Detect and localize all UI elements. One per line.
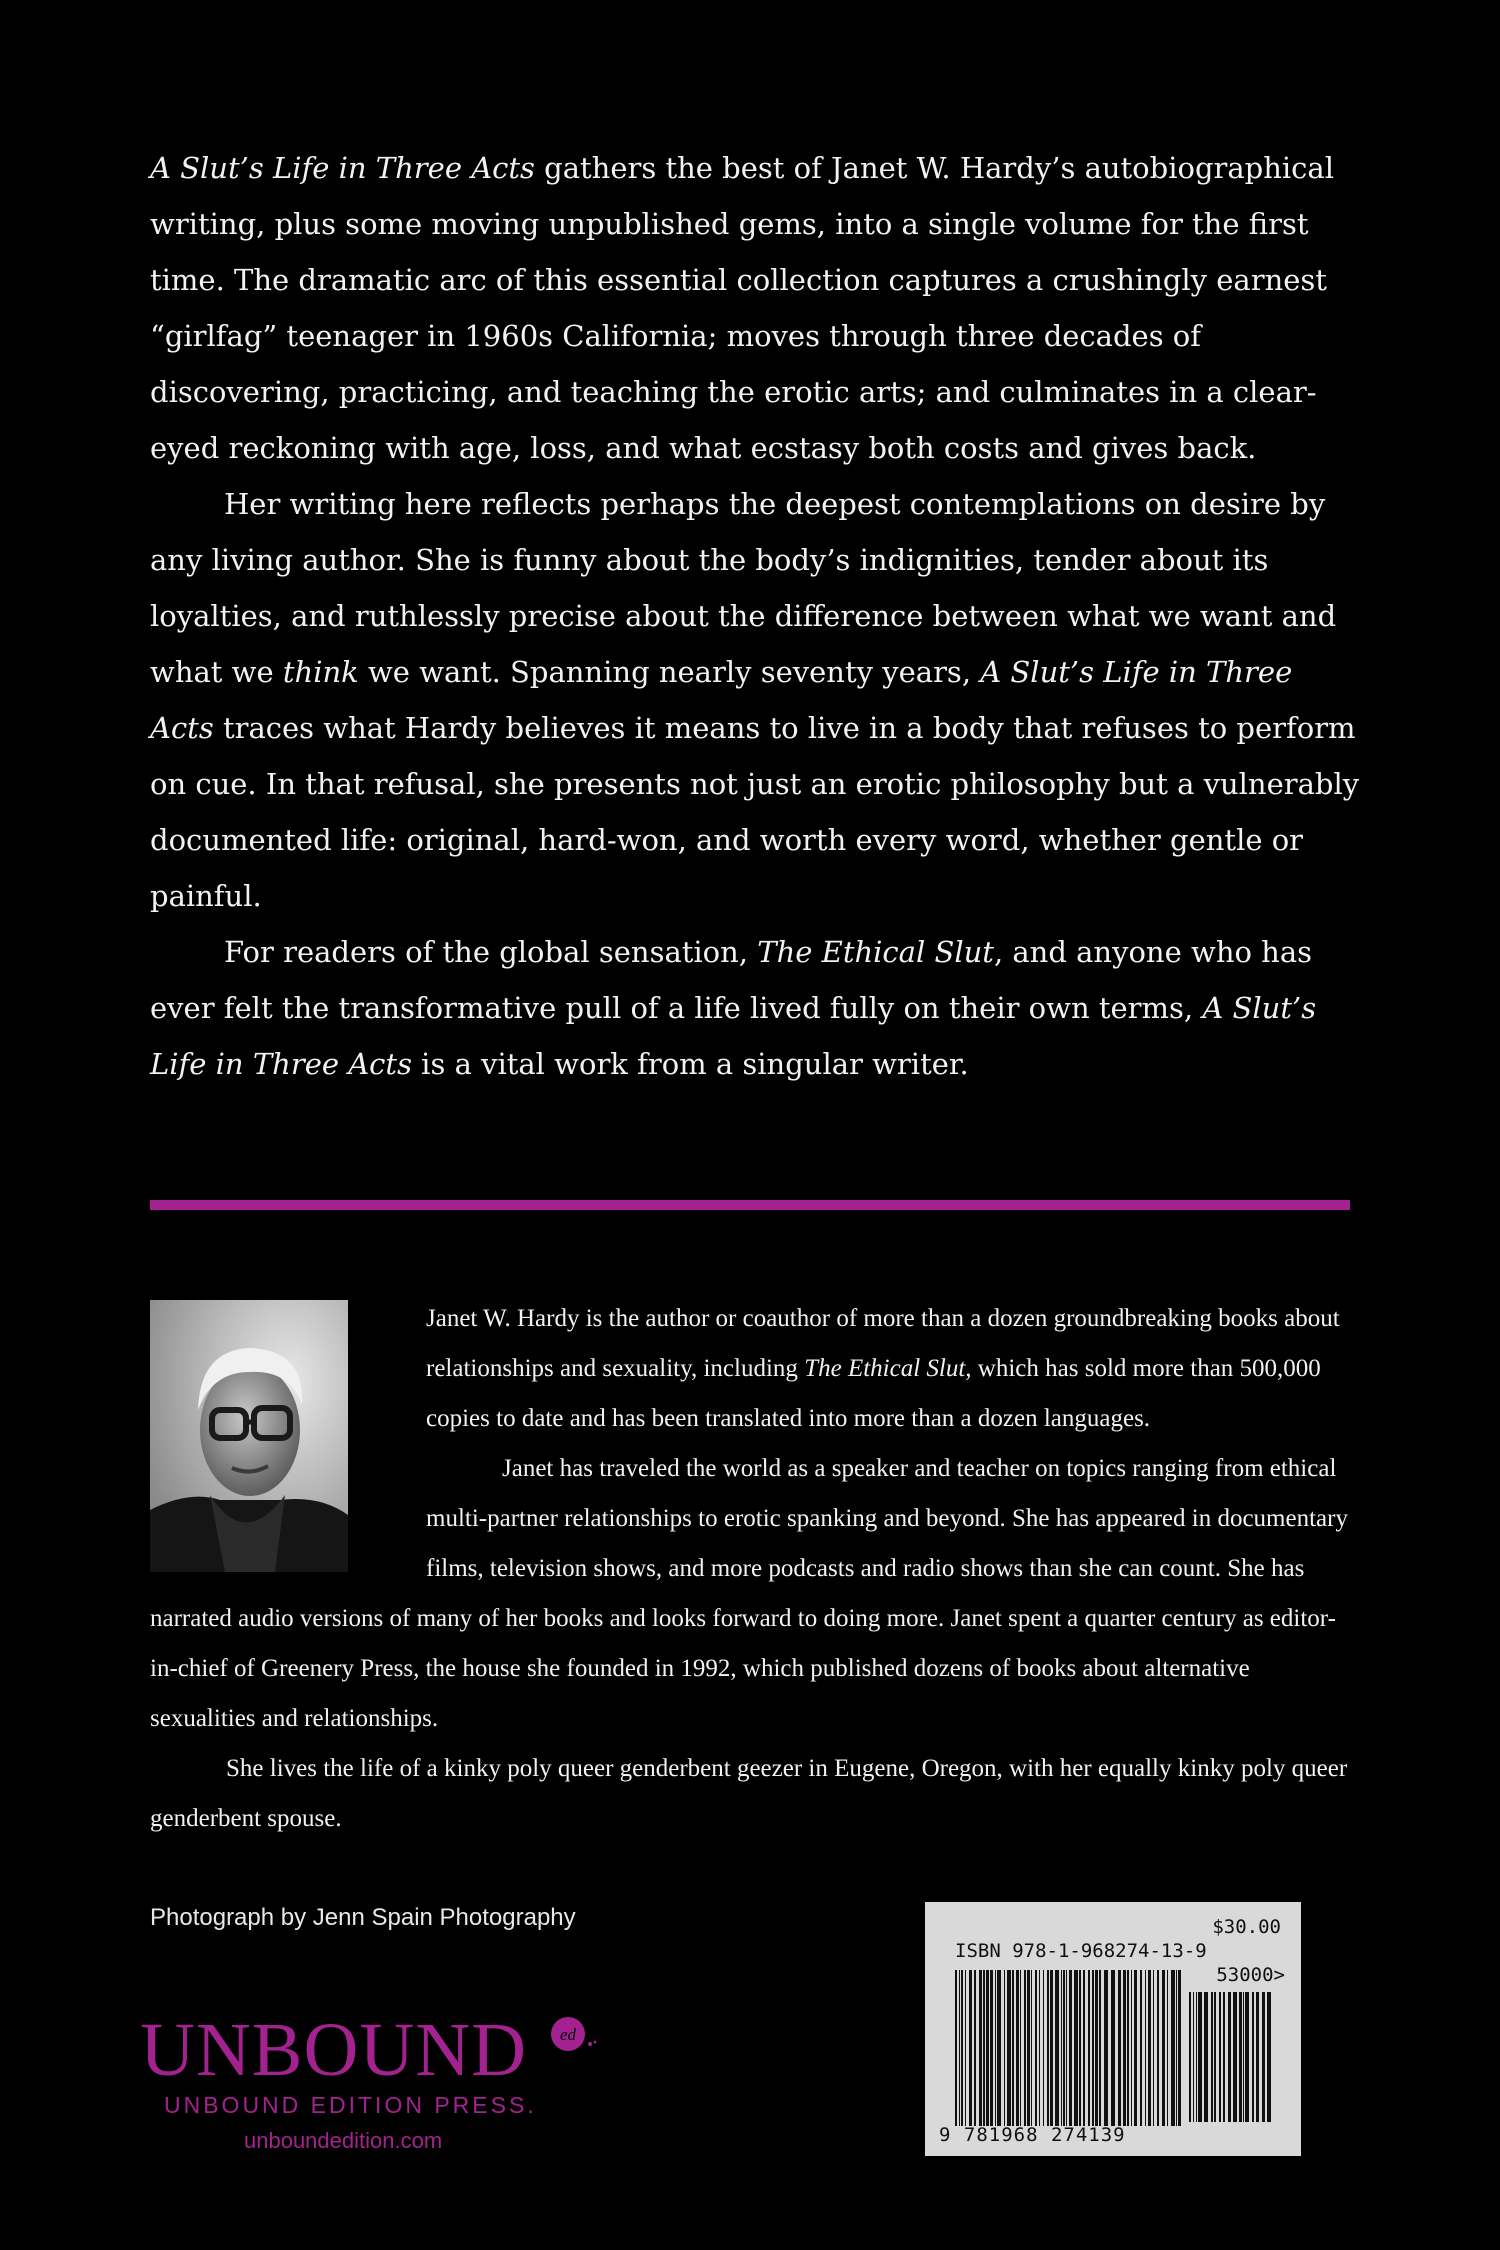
barcode-bar [1063,1970,1065,2126]
barcode-bar [1095,1970,1098,2126]
barcode-bar [1262,1992,1265,2122]
barcode-bar [1239,1992,1242,2122]
barcode-bar [1016,1970,1019,2126]
barcode-bar [1211,1992,1213,2122]
barcode-bar [1256,1992,1259,2122]
isbn-barcode [925,1902,1301,2156]
barcode-bar [965,1970,966,2126]
emphasis-text: think [282,655,359,689]
barcode-bar [1061,1970,1062,2126]
barcode-bar [1178,1970,1181,2126]
description-paragraph-3 [150,924,1360,1092]
barcode-bar [1007,1970,1011,2126]
description-text: For readers of the global sensation, [224,935,758,969]
barcode-bar [1123,1970,1126,2126]
barcode-bar [969,1970,972,2126]
barcode-bar [1047,1970,1049,2126]
barcode-bar [1118,1970,1121,2126]
barcode-digits: 9 781968 274139 [939,2124,1126,2146]
barcode-addon-bars [1189,1992,1275,2132]
barcode-bar [1131,1970,1132,2126]
description-text: we want. Spanning nearly seventy years, [358,655,981,689]
description-text: gathers the best of Janet W. Hardy’s autobiographical writing, plus some moving unpublished gems, into a single volume for the first time. The dramatic arc of this essential collection captures a crushingly earnest “girlfag” teenager in 1960s California; moves through three decades of discovering, practicing, and teaching the erotic arts; and culminates in a clear-eyed reckoning with age, loss, and what ecstasy both costs and gives back. [150,151,1334,465]
barcode-bar [1228,1992,1231,2122]
barcode-bar [1245,1992,1249,2122]
barcode-bars [955,1970,1185,2130]
barcode-bar [1223,1992,1225,2122]
barcode-bar [1198,1992,1202,2122]
barcode-bar [1031,1970,1032,2126]
barcode-bar [1092,1970,1094,2126]
barcode-bar [1104,1970,1108,2126]
addon-label: 53000> [1216,1964,1285,1986]
barcode-bar [983,1970,985,2126]
barcode-bar [1153,1970,1154,2126]
barcode-bar [1243,1992,1244,2122]
barcode-bar [1050,1970,1053,2126]
barcode-bar [1196,1992,1197,2122]
barcode-bar [979,1970,982,2126]
author-bio [150,1294,1360,1844]
bio-paragraph-2: Janet has traveled the world as a speaker and teacher on topics ranging from ethical multi-partner relationships to erotic spanking and beyond. She has appeared in documentary films, television shows, and more podcasts and radio shows than she can count. She has narrated audio versions of many of her books and looks forward to doing more. Janet spent a quarter century as editor-in-chief of Greenery Press, the house she founded in 1992, which published dozens of books about alternative sexualities and relationships. [150,1455,1348,1732]
book-description [150,140,1360,1092]
barcode-bar [1066,1970,1067,2126]
barcode-bar [1162,1970,1165,2126]
barcode-bar [1134,1970,1137,2126]
description-text: , and anyone who has ever felt the transformative pull of a life lived fully on their own terms, [150,935,1313,1025]
barcode-bar [1055,1970,1059,2126]
barcode-bar [1027,1970,1030,2126]
barcode-bar [1171,1970,1175,2126]
barcode-bar [1111,1970,1115,2126]
book-title: A Slut’s Life in Three Acts [150,655,1293,745]
barcode-bar [1140,1970,1142,2126]
publisher-mark-icon [550,2010,596,2060]
photo-spacer [150,1294,426,1560]
barcode-bar [1083,1970,1085,2126]
barcode-bar [955,1970,957,2126]
description-paragraph-2 [150,476,1360,924]
description-text: Her writing here reflects perhaps the deepest contemplations on desire by any living author. She is funny about the body’s indignities, tender about its loyalties, and ruthlessly precise about the difference between what we want and what we [150,487,1337,689]
bio-text: Janet W. Hardy is the author or coauthor of more than a dozen groundbreaking books about relationships and sexuality, including [426,1305,1340,1382]
barcode-bar [1020,1970,1021,2126]
barcode-bar [1204,1992,1208,2122]
barcode-bar [974,1970,976,2126]
publisher-press: UNBOUND EDITION PRESS. [164,2092,537,2118]
barcode-bar [1099,1970,1101,2126]
barcode-bar [1069,1970,1072,2126]
description-text: is a vital work from a singular writer. [411,1047,969,1081]
barcode-bar [1012,1970,1014,2126]
barcode-bar [990,1970,993,2126]
book-title: The Ethical Slut [757,935,994,969]
barcode-bar [1176,1970,1177,2126]
section-divider [150,1200,1350,1210]
barcode-bar [1145,1970,1146,2126]
barcode-bar [1157,1970,1159,2126]
barcode-bar [1189,1992,1191,2122]
barcode-bar [1004,1970,1005,2126]
barcode-bar [1233,1992,1237,2122]
barcode-bar [1043,1970,1044,2126]
barcode-bar [995,1970,996,2126]
book-title: A Slut’s Life in Three Acts [150,991,1317,1081]
barcode-bar [1219,1992,1221,2122]
publisher-name: UNBOUND [140,2008,527,2092]
photo-credit: Photograph by Jenn Spain Photography [150,1904,576,1931]
publisher-mark-text: ed [559,2025,577,2044]
barcode-bar [1127,1970,1129,2126]
barcode-bar [1024,1970,1026,2126]
barcode-bar [1252,1992,1254,2122]
description-paragraph-1 [150,140,1360,476]
bio-paragraph-3: She lives the life of a kinky poly queer genderbent geezer in Eugene, Oregon, with her equally kinky poly queer genderbent spouse. [150,1755,1348,1832]
book-title: The Ethical Slut, [804,1355,972,1382]
barcode-bar [1214,1992,1216,2122]
bio-text: which has sold more than 500,000 copies to date and has been translated into more than a dozen languages. [426,1355,1321,1432]
barcode-bar [1193,1992,1194,2122]
barcode-bar [1074,1970,1078,2126]
barcode-bar [986,1970,989,2126]
barcode-bar [1148,1970,1151,2126]
barcode-bar [1267,1992,1271,2122]
barcode-bar [1088,1970,1090,2126]
barcode-bar [1039,1970,1040,2126]
barcode-bar [959,1970,960,2126]
barcode-bar [1079,1970,1081,2126]
barcode-bar [1167,1970,1168,2126]
book-title: A Slut’s Life in Three Acts [150,151,535,185]
barcode-bar [1035,1970,1037,2126]
barcode-bar [997,1970,1001,2126]
publisher-url: unboundedition.com [244,2128,443,2153]
barcode-bar [961,1970,963,2126]
isbn-label: ISBN 978-1-968274-13-9 [955,1940,1207,1962]
description-text: traces what Hardy believes it means to live in a body that refuses to perform on cue. In that refusal, she presents not just an erotic philosophy but a vulnerably documented life: original, hard-won, and worth every word, whether gentle or painful. [150,711,1360,913]
price-label: $30.00 [1212,1916,1281,1938]
